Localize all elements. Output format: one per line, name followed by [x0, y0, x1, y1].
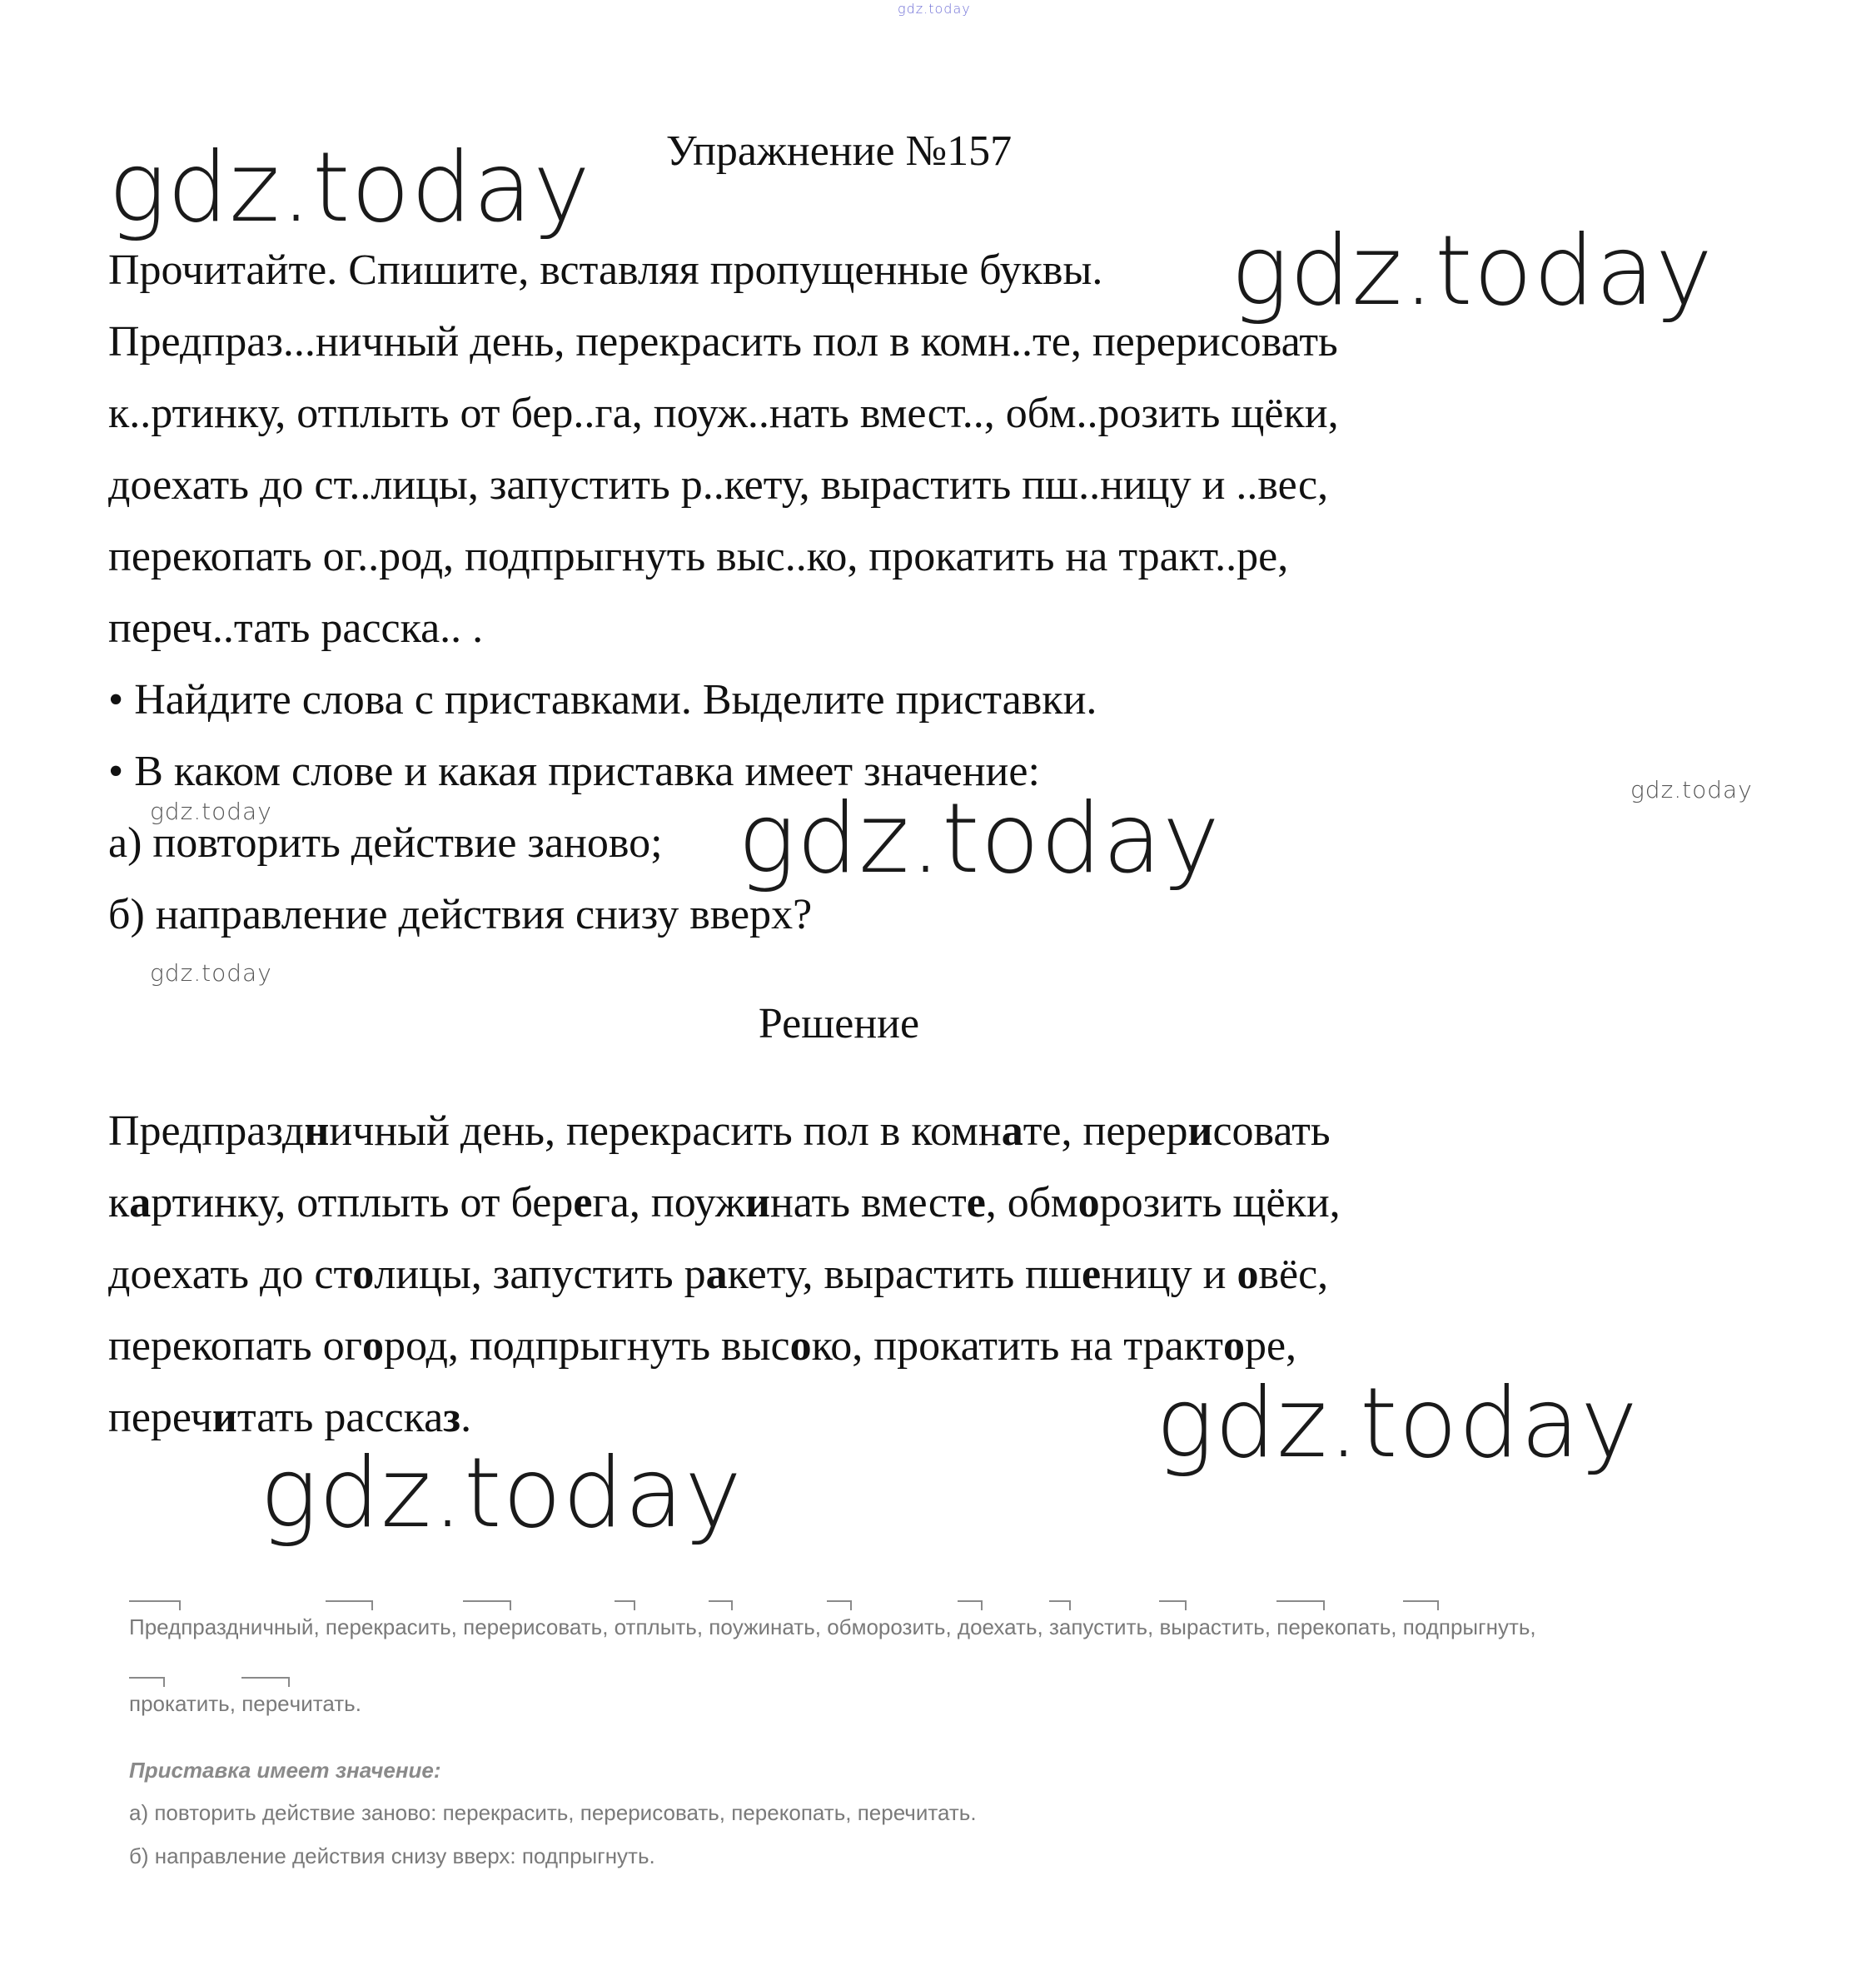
watermark-small-1: gdz.today — [1630, 776, 1753, 803]
prefix-word — [326, 1614, 451, 1639]
prefix-mark: до — [958, 1612, 983, 1642]
prefix-analysis — [129, 1565, 1794, 1872]
prefix-word — [129, 1691, 230, 1716]
prefix-mark: от — [615, 1612, 636, 1642]
word-rest: ехать — [982, 1614, 1038, 1639]
task-line: к..ртинку, отплыть от бер..га, поуж..нать вмест.., обм..розить щёки, — [108, 390, 1339, 437]
prefix-word — [1276, 1614, 1391, 1639]
prefix-mark: под — [1403, 1612, 1439, 1642]
word-rest: рисовать — [510, 1614, 603, 1639]
meaning-a: а) повторить действие заново: перекрасить, перерисовать, перекопать, перечитать. — [129, 1800, 977, 1825]
prefix-mark: об — [827, 1612, 851, 1642]
solution-line: перечитать рассказ. — [108, 1394, 472, 1441]
task-option-a: а) повторить действие заново; — [108, 819, 663, 867]
solution-line: перекопать огород, подпрыгнуть высоко, прокатить на тракторе, — [108, 1322, 1297, 1370]
task-line: Прочитайте. Спишите, вставляя пропущенные буквы. — [108, 246, 1103, 294]
prefix-words-row-1: Предпраздничный, перекрасить, перерисовать, отплыть, поужинать, обморозить, доехать, запустить, вырастить, перекопать, подпрыгнуть, — [129, 1565, 1794, 1642]
prefix-word — [827, 1614, 945, 1639]
word-rest: читать — [289, 1691, 356, 1716]
prefix-mark: про — [129, 1689, 165, 1719]
prefix-mark: пере — [326, 1612, 373, 1642]
exercise-title: Упражнение №157 — [665, 127, 1013, 175]
meaning-title: Приставка имеет значение: — [129, 1758, 441, 1783]
watermark-small-3: gdz.today — [150, 959, 272, 987]
word-rest: ужинать — [732, 1614, 815, 1639]
prefix-mark: за — [1049, 1612, 1071, 1642]
word-rest: плыть — [635, 1614, 697, 1639]
solution-line: картинку, отплыть от берега, поужинать вместе, обморозить щёки, — [108, 1179, 1341, 1226]
task-line: Предпраз...ничный день, перекрасить пол в комн..те, перерисовать — [108, 318, 1338, 366]
prefix-word — [1049, 1614, 1147, 1639]
task-question: • В каком слове и какая приставка имеет значение: — [108, 748, 1040, 795]
watermark-big-3: gdz.today — [738, 783, 1221, 895]
meaning-b: б) направление действия снизу вверх: подпрыгнуть. — [129, 1843, 655, 1868]
watermark-top: gdz.today — [898, 1, 971, 17]
word-rest: пустить — [1071, 1614, 1148, 1639]
solution-title: Решение — [758, 1000, 920, 1047]
prefix-word — [241, 1691, 356, 1716]
prefix-mark: по — [709, 1612, 733, 1642]
task-question: • Найдите слова с приставками. Выделите приставки. — [108, 676, 1097, 724]
word-rest: копать — [1324, 1614, 1391, 1639]
prefix-word — [958, 1614, 1038, 1639]
watermark-big-5: gdz.today — [260, 1437, 743, 1550]
prefix-word — [1403, 1614, 1530, 1639]
prefix-mark: Пред — [129, 1612, 181, 1642]
prefix-mark: пере — [463, 1612, 510, 1642]
prefix-words-row-2: прокатить, перечитать. — [129, 1642, 1794, 1719]
word-rest: растить — [1186, 1614, 1265, 1639]
solution-line: доехать до столицы, запустить ракету, вырастить пшеницу и овёс, — [108, 1251, 1329, 1298]
prefix-word — [463, 1614, 602, 1639]
task-line: доехать до ст..лицы, запустить р..кету, вырастить пш..ницу и ..вес, — [108, 461, 1329, 509]
word-rest: прыгнуть — [1438, 1614, 1530, 1639]
word-rest: праздничный — [181, 1614, 314, 1639]
task-line: переч..тать расска.. . — [108, 604, 484, 652]
watermark-big-1: gdz.today — [108, 132, 591, 244]
prefix-word — [709, 1614, 814, 1639]
task-line: перекопать ог..род, подпрыгнуть выс..ко, прокатить на тракт..ре, — [108, 533, 1289, 580]
task-option-b: б) направление действия снизу вверх? — [108, 891, 813, 938]
word-rest: катить — [165, 1691, 230, 1716]
solution-line: Предпраздничный день, перекрасить пол в комнате, перерисовать — [108, 1107, 1331, 1155]
watermark-big-2: gdz.today — [1231, 215, 1714, 327]
prefix-word — [129, 1614, 313, 1639]
word-rest: морозить — [851, 1614, 946, 1639]
watermark-big-4: gdz.today — [1156, 1367, 1639, 1480]
prefix-word — [615, 1614, 697, 1639]
prefix-mark: пере — [1276, 1612, 1324, 1642]
word-rest: красить — [373, 1614, 451, 1639]
watermark-small-2: gdz.today — [150, 798, 272, 825]
prefix-mark: вы — [1159, 1612, 1187, 1642]
prefix-mark: пере — [241, 1689, 289, 1719]
prefix-word — [1159, 1614, 1264, 1639]
